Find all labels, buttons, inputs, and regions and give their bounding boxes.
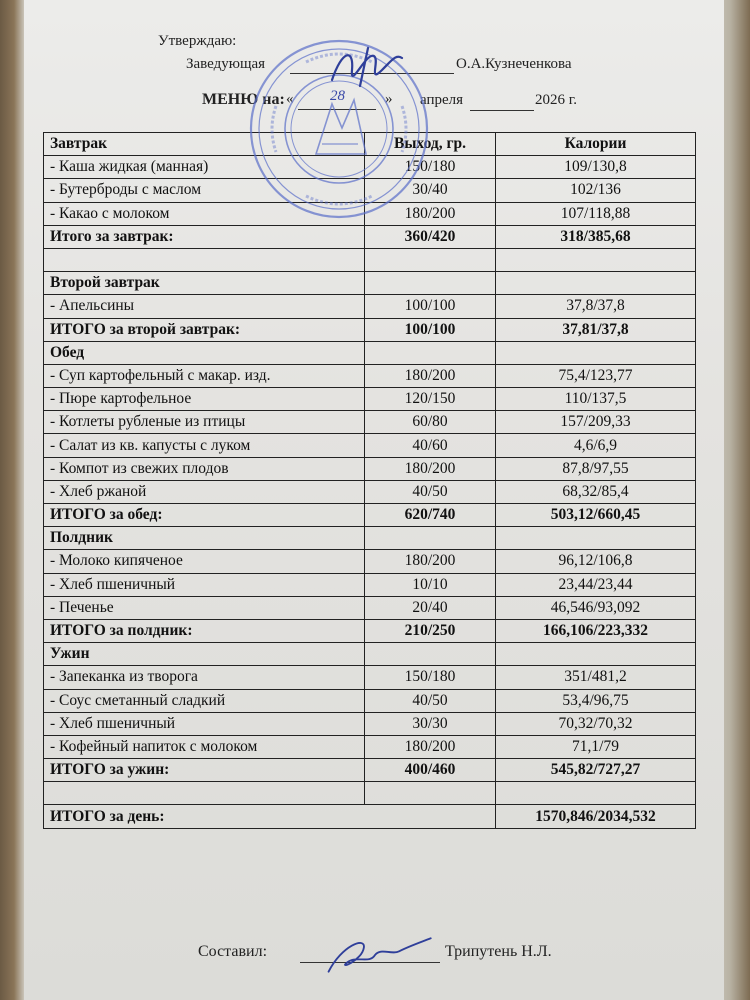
column-header-calories: Калории <box>496 133 696 156</box>
table-row <box>44 388 696 411</box>
row-calories-cell: 110/137,5 <box>496 388 696 411</box>
compiler-name: Трипутень Н.Л. <box>445 943 552 960</box>
row-calories-cell: 166,106/223,332 <box>496 619 696 642</box>
row-calories-cell: 318/385,68 <box>496 225 696 248</box>
row-calories-cell: 503,12/660,45 <box>496 504 696 527</box>
row-name-cell: ИТОГО за обед: <box>44 504 365 527</box>
row-output-cell <box>365 272 496 295</box>
row-output-cell: 180/200 <box>365 735 496 758</box>
row-name-cell: Второй завтрак <box>44 272 365 295</box>
row-calories-cell <box>496 248 696 271</box>
row-calories-cell: 70,32/70,32 <box>496 712 696 735</box>
row-name-cell: - Соус сметанный сладкий <box>44 689 365 712</box>
row-name-cell: - Хлеб пшеничный <box>44 573 365 596</box>
table-row <box>44 550 696 573</box>
quote-open: « <box>286 91 294 107</box>
row-output-cell: 40/50 <box>365 689 496 712</box>
row-calories-cell: 71,1/79 <box>496 735 696 758</box>
row-name-cell: - Салат из кв. капусты с луком <box>44 434 365 457</box>
table-row <box>44 318 696 341</box>
row-name-cell: Ужин <box>44 643 365 666</box>
row-output-cell: 180/200 <box>365 457 496 480</box>
row-output-cell: 30/40 <box>365 179 496 202</box>
row-name-cell <box>44 248 365 271</box>
menu-day: 28 <box>330 88 345 104</box>
table-row <box>44 434 696 457</box>
row-name-cell: - Запеканка из творога <box>44 666 365 689</box>
row-name-cell: Полдник <box>44 527 365 550</box>
row-output-cell <box>365 782 496 805</box>
table-row <box>44 712 696 735</box>
row-calories-cell: 96,12/106,8 <box>496 550 696 573</box>
month-line <box>470 110 534 111</box>
row-output-cell: 360/420 <box>365 225 496 248</box>
row-name-cell: Обед <box>44 341 365 364</box>
table-row <box>44 527 696 550</box>
row-calories-cell: 53,4/96,75 <box>496 689 696 712</box>
row-output-cell: 40/60 <box>365 434 496 457</box>
table-row <box>44 272 696 295</box>
row-calories-cell: 87,8/97,55 <box>496 457 696 480</box>
day-total-row <box>44 805 696 828</box>
row-calories-cell <box>496 643 696 666</box>
director-signature-icon <box>322 40 412 100</box>
row-name-cell: - Печенье <box>44 596 365 619</box>
row-calories-cell: 37,8/37,8 <box>496 295 696 318</box>
row-output-cell: 100/100 <box>365 295 496 318</box>
table-row <box>44 480 696 503</box>
row-calories-cell: 545,82/727,27 <box>496 759 696 782</box>
row-output-cell <box>365 341 496 364</box>
position-label: Заведующая <box>186 56 266 72</box>
row-name-cell: - Каша жидкая (манная) <box>44 156 365 179</box>
day-total-label: ИТОГО за день: <box>44 805 496 828</box>
row-name-cell: - Компот из свежих плодов <box>44 457 365 480</box>
table-row <box>44 619 696 642</box>
row-calories-cell: 75,4/123,77 <box>496 364 696 387</box>
row-output-cell: 150/180 <box>365 156 496 179</box>
table-row <box>44 248 696 271</box>
column-header-meal: Завтрак <box>44 133 365 156</box>
row-name-cell: Итого за завтрак: <box>44 225 365 248</box>
column-header-output: Выход, гр. <box>365 133 496 156</box>
table-row <box>44 643 696 666</box>
table-row <box>44 295 696 318</box>
row-calories-cell: 46,546/93,092 <box>496 596 696 619</box>
row-output-cell <box>365 248 496 271</box>
table-row <box>44 341 696 364</box>
table-row <box>44 504 696 527</box>
menu-label: МЕНЮ на: <box>202 91 285 108</box>
row-name-cell: ИТОГО за полдник: <box>44 619 365 642</box>
quote-close: » <box>385 91 393 107</box>
table-row <box>44 411 696 434</box>
row-name-cell: - Суп картофельный с макар. изд. <box>44 364 365 387</box>
table-row <box>44 735 696 758</box>
row-output-cell: 180/200 <box>365 550 496 573</box>
row-calories-cell <box>496 782 696 805</box>
row-name-cell: ИТОГО за второй завтрак: <box>44 318 365 341</box>
row-name-cell: - Пюре картофельное <box>44 388 365 411</box>
table-row <box>44 364 696 387</box>
row-calories-cell <box>496 272 696 295</box>
row-output-cell: 210/250 <box>365 619 496 642</box>
row-name-cell: - Хлеб ржаной <box>44 480 365 503</box>
row-output-cell: 120/150 <box>365 388 496 411</box>
table-row <box>44 689 696 712</box>
menu-table-body <box>44 133 696 829</box>
row-calories-cell: 157/209,33 <box>496 411 696 434</box>
row-name-cell: - Апельсины <box>44 295 365 318</box>
row-calories-cell: 109/130,8 <box>496 156 696 179</box>
row-name-cell: ИТОГО за ужин: <box>44 759 365 782</box>
row-output-cell: 620/740 <box>365 504 496 527</box>
row-calories-cell: 107/118,88 <box>496 202 696 225</box>
row-calories-cell: 102/136 <box>496 179 696 202</box>
row-calories-cell: 68,32/85,4 <box>496 480 696 503</box>
row-output-cell: 180/200 <box>365 364 496 387</box>
row-output-cell: 30/30 <box>365 712 496 735</box>
row-name-cell: - Бутерброды с маслом <box>44 179 365 202</box>
compiled-label: Составил: <box>198 943 268 960</box>
table-row <box>44 782 696 805</box>
row-name-cell: - Какао с молоком <box>44 202 365 225</box>
row-output-cell: 40/50 <box>365 480 496 503</box>
table-row <box>44 759 696 782</box>
row-output-cell: 100/100 <box>365 318 496 341</box>
table-row <box>44 225 696 248</box>
row-output-cell: 20/40 <box>365 596 496 619</box>
day-total-calories: 1570,846/2034,532 <box>496 805 696 828</box>
table-row <box>44 573 696 596</box>
row-name-cell <box>44 782 365 805</box>
menu-year: 2026 г. <box>535 92 577 108</box>
menu-table <box>43 132 696 829</box>
compiler-signature-icon <box>310 925 440 985</box>
row-name-cell: - Котлеты рубленые из птицы <box>44 411 365 434</box>
menu-month: апреля <box>420 92 464 108</box>
row-output-cell <box>365 527 496 550</box>
row-name-cell: - Молоко кипяченое <box>44 550 365 573</box>
row-name-cell: - Хлеб пшеничный <box>44 712 365 735</box>
row-output-cell: 10/10 <box>365 573 496 596</box>
row-calories-cell: 4,6/6,9 <box>496 434 696 457</box>
row-calories-cell: 23,44/23,44 <box>496 573 696 596</box>
director-name: О.А.Кузнеченкова <box>456 56 572 72</box>
table-row <box>44 457 696 480</box>
row-calories-cell <box>496 527 696 550</box>
row-calories-cell: 37,81/37,8 <box>496 318 696 341</box>
row-output-cell: 60/80 <box>365 411 496 434</box>
row-output-cell: 400/460 <box>365 759 496 782</box>
table-row <box>44 666 696 689</box>
row-output-cell: 150/180 <box>365 666 496 689</box>
row-output-cell: 180/200 <box>365 202 496 225</box>
approve-label: Утверждаю: <box>158 33 237 49</box>
row-calories-cell: 351/481,2 <box>496 666 696 689</box>
table-row <box>44 596 696 619</box>
row-calories-cell <box>496 341 696 364</box>
row-output-cell <box>365 643 496 666</box>
row-name-cell: - Кофейный напиток с молоком <box>44 735 365 758</box>
